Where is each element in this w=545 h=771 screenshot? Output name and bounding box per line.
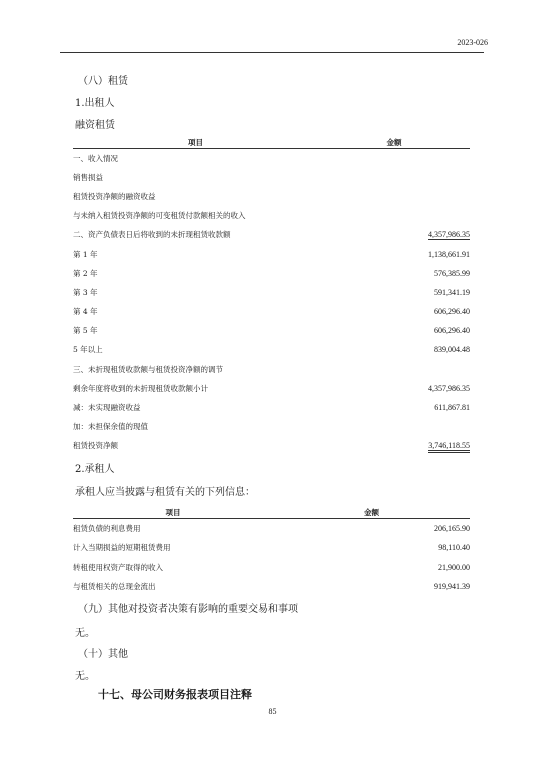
row-item-label: 第 1 年 [73,249,98,259]
column-header-item: 项目 [73,506,273,519]
row-item-label: 第 5 年 [73,326,98,336]
table-row [73,436,470,455]
column-header-item: 项目 [73,136,318,149]
table-row [73,168,470,187]
lessee-lease-table [73,506,470,597]
row-amount [318,417,470,436]
finance-lease-title: 融资租赁 [75,120,115,131]
row-item-label: 剩余年度将收到的未折现租赁收款额小计 [73,383,208,393]
table-row [73,302,470,321]
column-header-amount: 金额 [273,506,470,519]
table-row [73,538,470,558]
row-item-label: 租赁投资净额 [73,441,118,451]
table-row [73,244,470,263]
row-item-label: 与租赁相关的总现金流出 [73,582,156,592]
table-row [73,321,470,340]
table-header-row [73,506,470,519]
row-item-label: 减：未实现融资收益 [73,403,141,413]
row-amount-value: 919,941.39 [434,582,470,592]
row-amount [318,360,470,379]
row-item-label: 转租使用权资产取得的收入 [73,562,163,572]
row-amount-value: 4,357,986.35 [428,383,470,393]
table-row [73,225,470,244]
table-row [73,360,470,379]
table-row [73,149,470,168]
table-row [73,417,470,436]
lessee-intro: 承租人应当披露与租赁有关的下列信息： [75,487,255,498]
row-amount-value: 606,296.40 [434,326,470,336]
table-row [73,519,470,539]
row-item-label: 第 4 年 [73,307,98,317]
row-item-label: 租赁负债的利息费用 [73,524,141,533]
row-amount [318,379,470,398]
row-amount-value: 3,746,118.55 [428,441,470,453]
table-row [73,398,470,417]
row-amount [273,558,470,578]
row-amount-value: 21,900.00 [438,562,470,572]
row-amount-value: 611,867.81 [434,403,470,413]
row-item-label: 租赁投资净额的融资收益 [73,191,156,201]
table-row [73,264,470,283]
document-number: 2023-026 [457,38,488,47]
row-item-label: 销售损益 [73,172,103,182]
header-rule [60,52,484,53]
row-amount-value: 839,004.48 [434,345,470,355]
row-amount-value: 606,296.40 [434,307,470,317]
row-item-label: 第 3 年 [73,287,98,297]
row-amount [318,398,470,417]
chapter-17-title: 十七、母公司财务报表项目注释 [98,688,252,701]
row-item-label: 加：未担保余值的现值 [73,422,148,432]
row-amount [318,244,470,263]
row-amount [318,149,470,168]
row-item-label: 计入当期损益的短期租赁费用 [73,543,171,553]
row-amount [318,206,470,225]
row-amount [273,519,470,539]
finance-lease-table [73,136,470,456]
row-amount [318,168,470,187]
table-row [73,558,470,578]
section-lease-title: （八）租赁 [78,76,128,87]
lessor-title: 1.出租人 [75,98,115,109]
lessee-title: 2.承租人 [75,464,115,475]
row-amount-value: 4,357,986.35 [428,230,470,240]
table-row [73,206,470,225]
row-amount [318,264,470,283]
row-amount [318,436,470,455]
table-row [73,283,470,302]
column-header-amount: 金额 [318,136,470,149]
section-ten-body: 无。 [75,671,95,682]
row-amount [318,283,470,302]
row-item-label: 5 年以上 [73,345,103,355]
table-row [73,577,470,597]
row-amount [273,538,470,558]
row-item-label: 第 2 年 [73,268,98,278]
table-header-row [73,136,470,149]
row-amount-value: 206,165.90 [434,524,470,533]
row-item-label: 二、资产负债表日后将收到的未折现租赁收款额 [73,230,231,240]
section-ten-title: （十）其他 [78,649,128,660]
row-amount [273,577,470,597]
table-row [73,187,470,206]
row-amount-value: 98,110.40 [438,543,470,553]
page-number: 85 [268,707,277,716]
row-item-label: 与未纳入租赁投资净额的可变租赁付款额相关的收入 [73,211,246,221]
row-item-label: 三、未折现租赁收款额与租赁投资净额的调节 [73,364,223,374]
row-amount [318,225,470,244]
row-amount [318,302,470,321]
row-amount-value: 576,385.99 [434,268,470,278]
row-amount [318,321,470,340]
row-amount [318,187,470,206]
section-nine-title: （九）其他对投资者决策有影响的重要交易和事项 [78,604,298,615]
row-amount [318,340,470,359]
row-item-label: 一、收入情况 [73,153,118,163]
row-amount-value: 591,341.19 [434,287,470,297]
table-row [73,379,470,398]
row-amount-value: 1,138,661.91 [428,249,470,259]
table-row [73,340,470,359]
section-nine-body: 无。 [75,628,95,639]
